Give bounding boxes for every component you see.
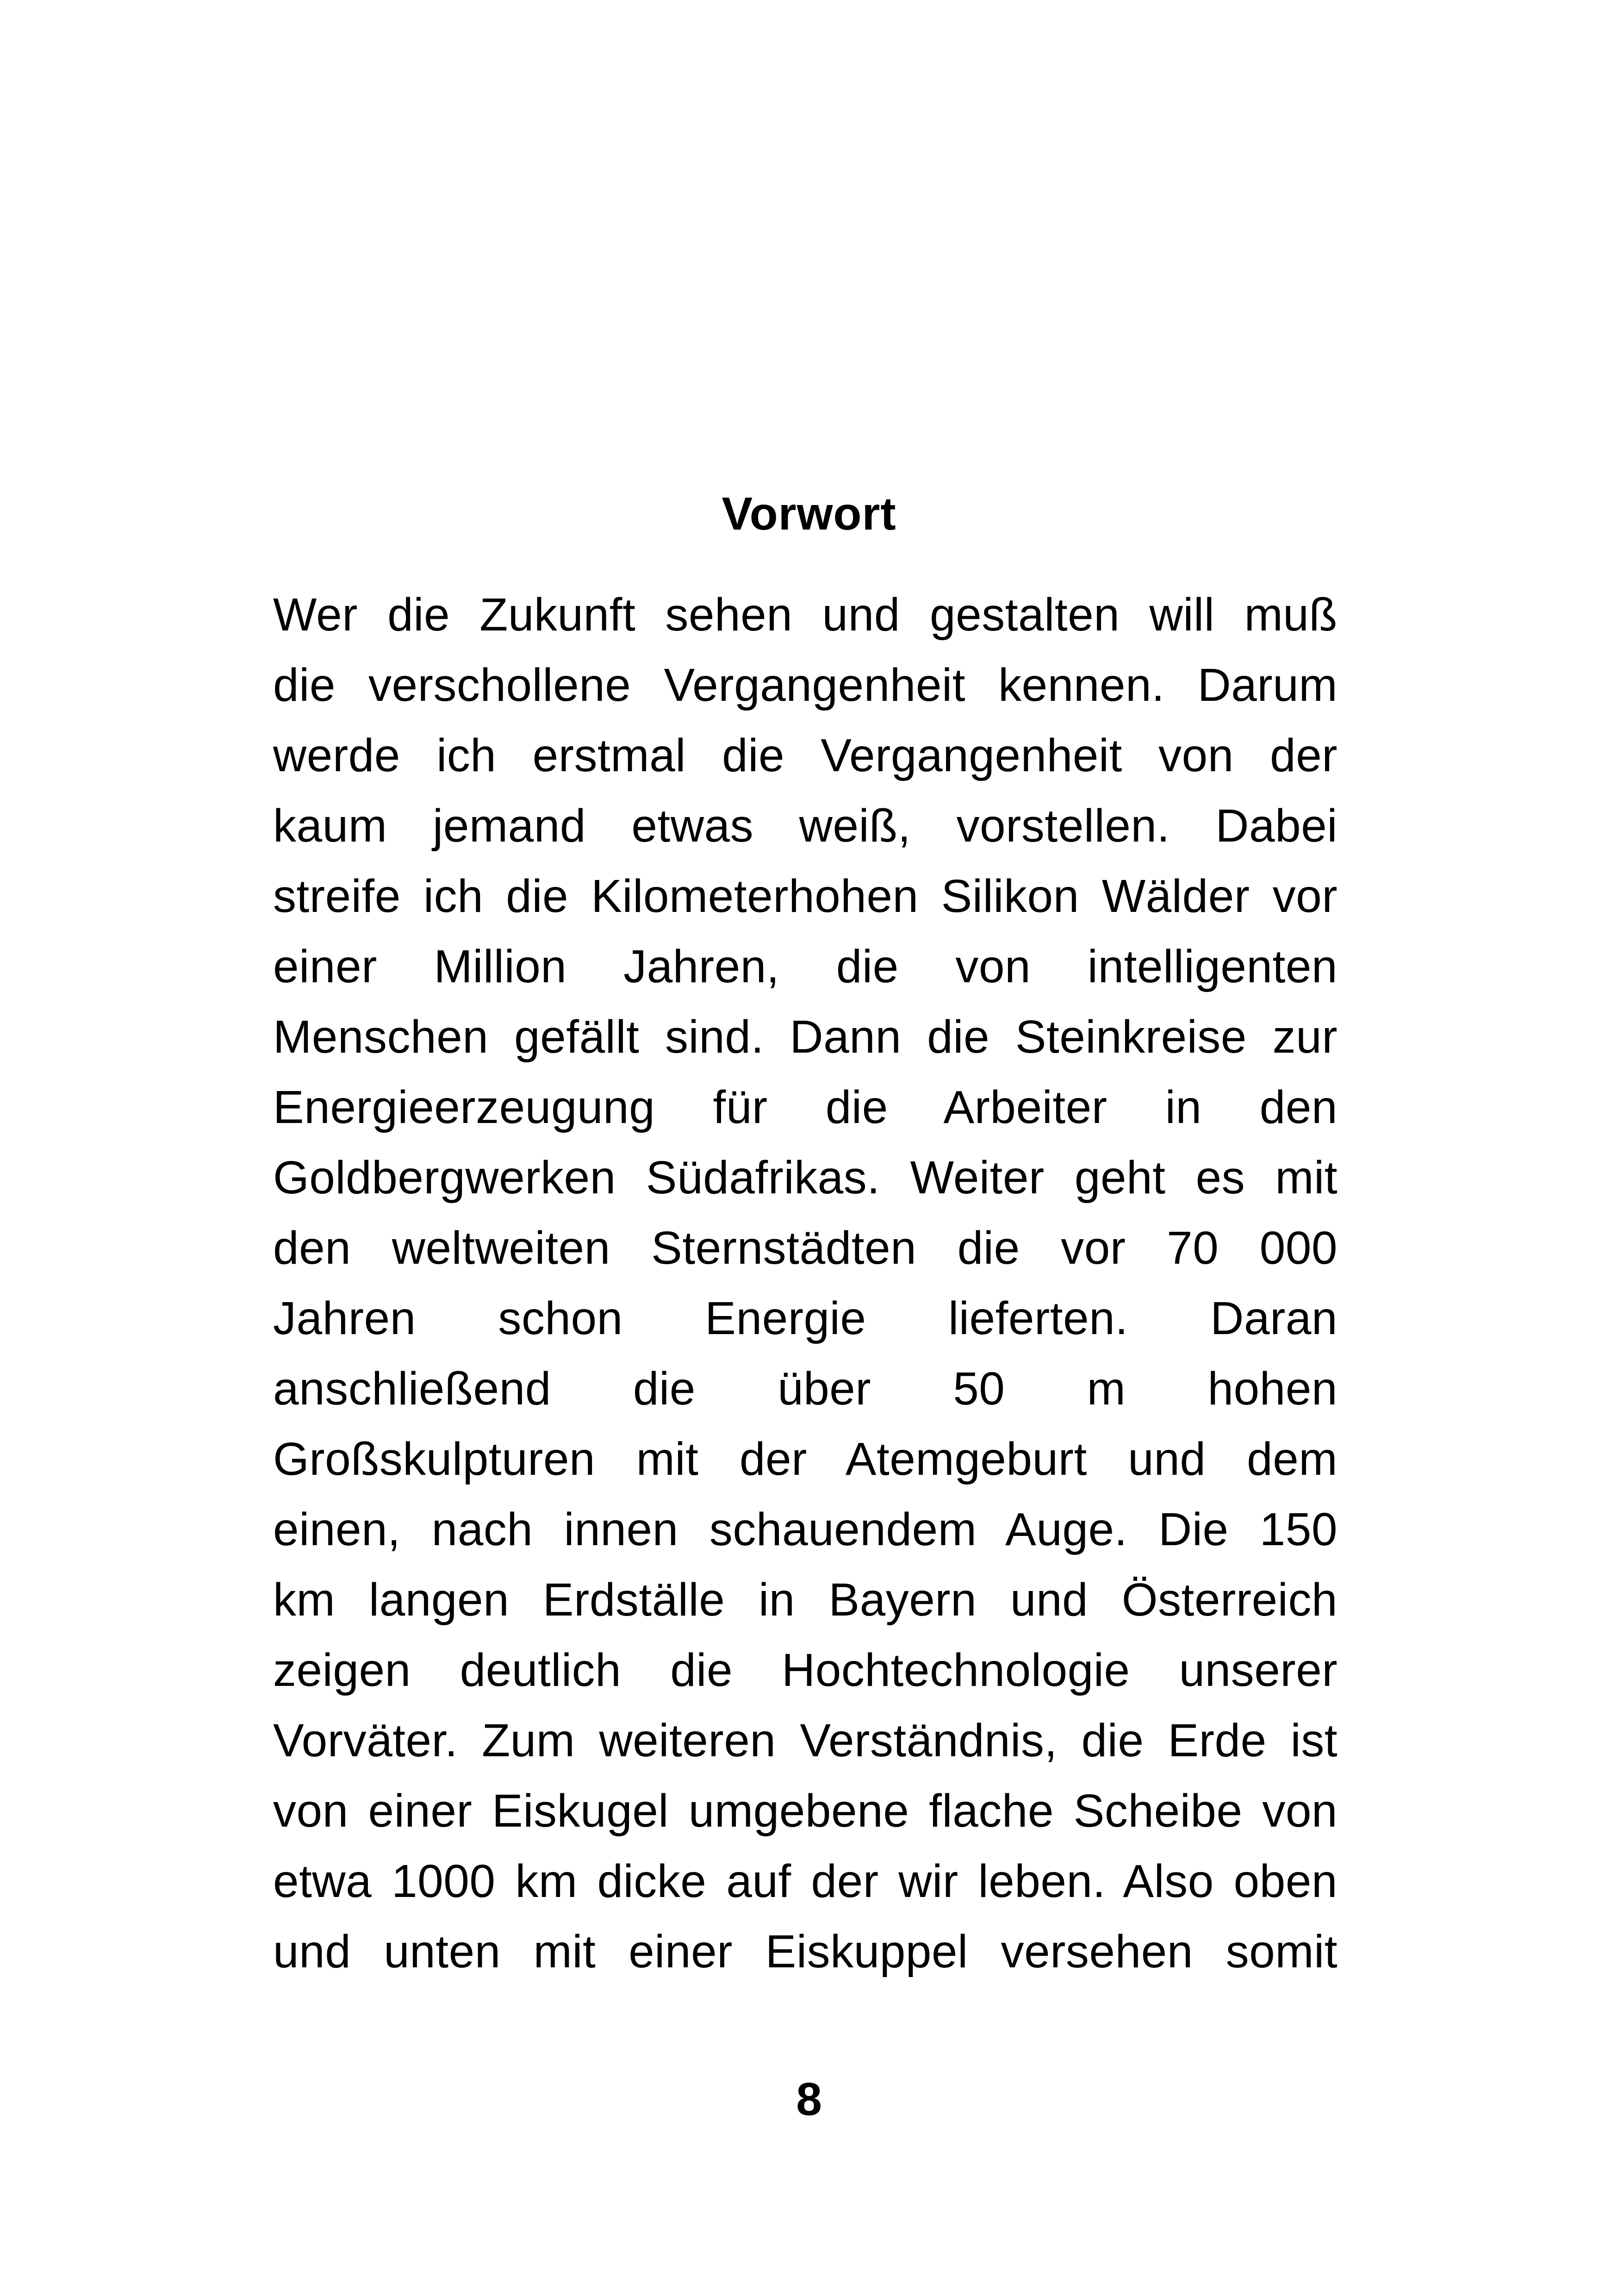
- text-line: die verschollene Vergangenheit kennen. Darum: [273, 659, 1338, 711]
- text-line: Großskulpturen mit der Atemgeburt und dem: [273, 1433, 1338, 1485]
- text-line: und unten mit einer Eiskuppel versehen somit: [273, 1926, 1338, 1978]
- text-line: Menschen gefällt sind. Dann die Steinkreise zur: [273, 1011, 1338, 1063]
- text-line: Jahren schon Energie lieferten. Daran: [273, 1292, 1338, 1344]
- text-line: Goldbergwerken Südafrikas. Weiter geht es mit: [273, 1152, 1338, 1204]
- text-line: etwa 1000 km dicke auf der wir leben. Also oben: [273, 1855, 1338, 1907]
- text-line: Wer die Zukunft sehen und gestalten will muß: [273, 589, 1338, 641]
- chapter-heading: Vorwort: [722, 488, 896, 540]
- text-line: Vorväter. Zum weiteren Verständnis, die Erde ist: [273, 1715, 1338, 1766]
- text-line: einen, nach innen schauendem Auge. Die 150: [273, 1504, 1338, 1555]
- text-line: werde ich erstmal die Vergangenheit von der: [273, 730, 1338, 781]
- body-paragraph: [273, 580, 1338, 1987]
- text-line: zeigen deutlich die Hochtechnologie unserer: [273, 1644, 1338, 1696]
- text-line: Energieerzeugung für die Arbeiter in den: [273, 1081, 1338, 1133]
- text-line: von einer Eiskugel umgebene flache Scheibe von: [273, 1785, 1338, 1837]
- text-line: anschließend die über 50 m hohen: [273, 1363, 1338, 1415]
- text-line: kaum jemand etwas weiß, vorstellen. Dabei: [273, 800, 1338, 852]
- text-line: streife ich die Kilometerhohen Silikon Wälder vor: [273, 870, 1338, 922]
- text-line: km langen Erdställe in Bayern und Österreich: [273, 1574, 1338, 1626]
- text-line: den weltweiten Sternstädten die vor 70 000: [273, 1222, 1338, 1274]
- page-number: 8: [796, 2073, 822, 2125]
- text-line: einer Million Jahren, die von intelligenten: [273, 941, 1338, 992]
